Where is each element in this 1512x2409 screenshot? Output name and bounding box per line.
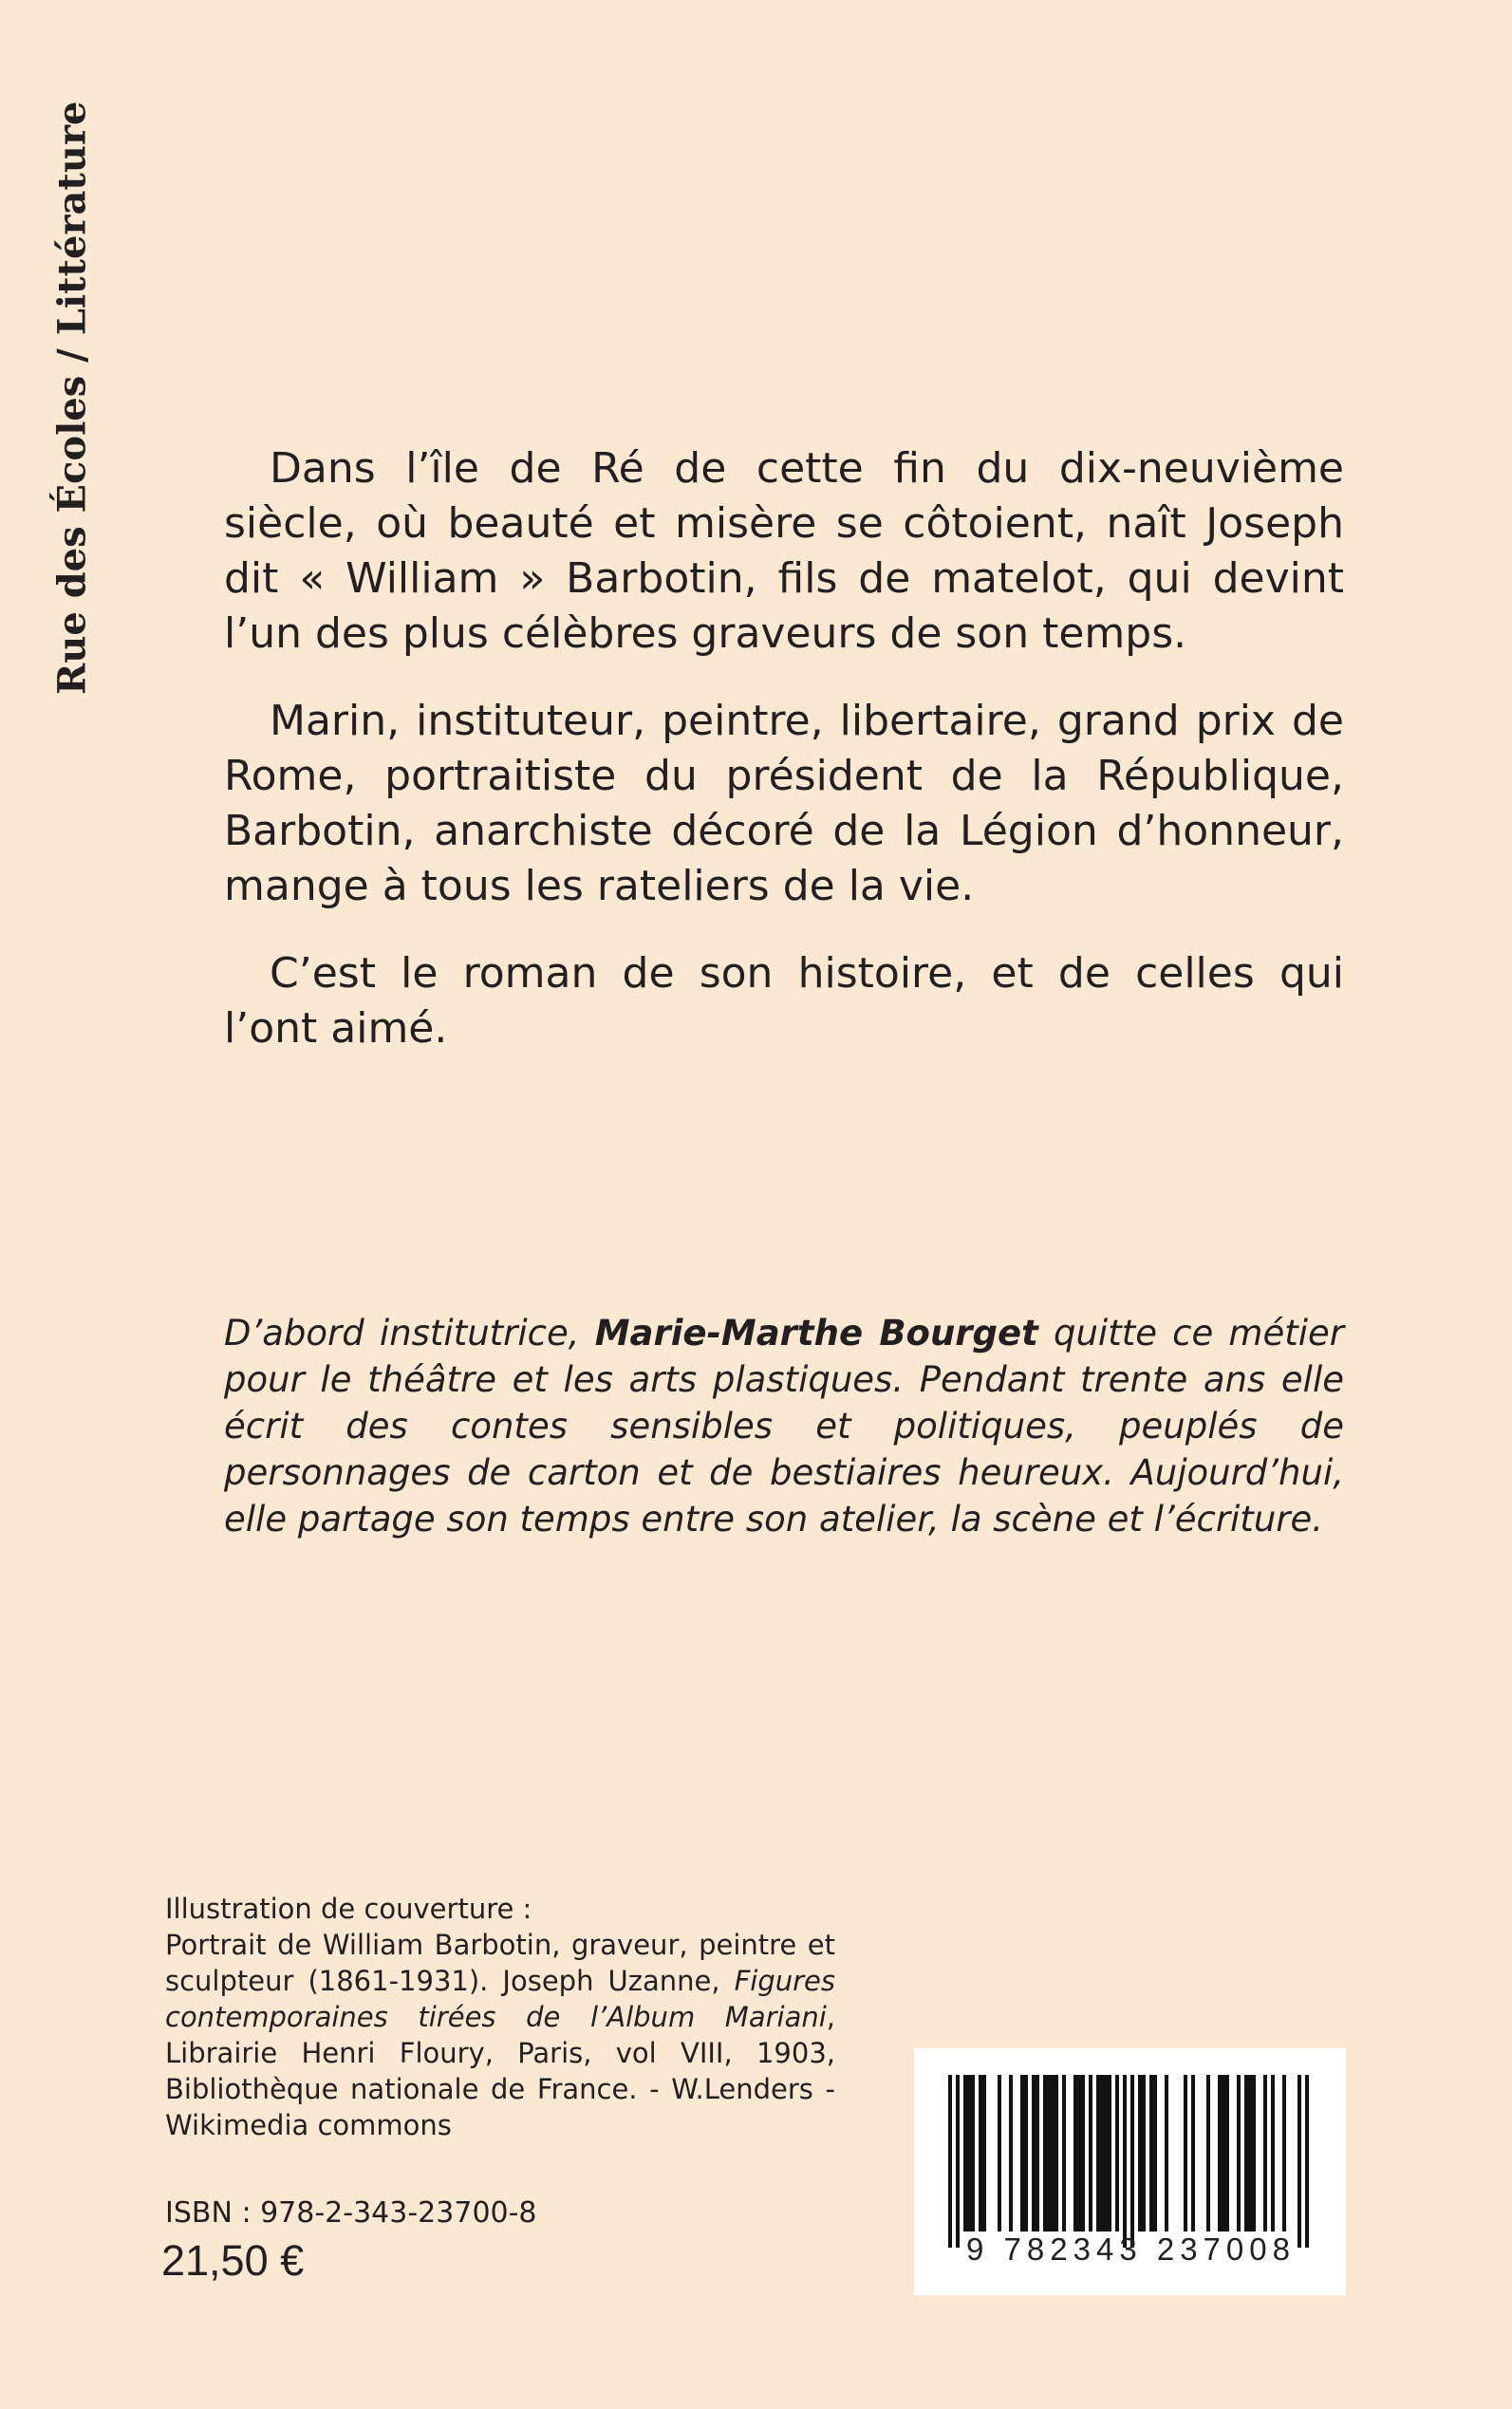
barcode-bar bbox=[1149, 2075, 1153, 2232]
barcode-bar bbox=[1020, 2075, 1024, 2232]
bio-suffix: quitte ce métier pour le théâtre et les arts plastiques. Pendant trente ans elle écrit des contes sensibles et politiques, peuplés de personnages de carton et de bestiaires heureux. Aujourd’hui, elle partage son temps entre son atelier, la scène et l’écriture. bbox=[224, 1313, 1344, 1540]
barcode-bar bbox=[1225, 2075, 1229, 2232]
bio-prefix: D’abord institutrice, bbox=[224, 1313, 595, 1354]
barcode-bar bbox=[948, 2075, 952, 2248]
blurb-paragraph: C’est le roman de son histoire, et de celles qui l’ont aimé. bbox=[224, 949, 1344, 1053]
barcode-bar bbox=[1305, 2075, 1309, 2248]
barcode-bar bbox=[1252, 2075, 1256, 2232]
barcode-bar bbox=[1009, 2075, 1013, 2232]
credits-text-after: , Librairie Henri Floury, Paris, vol VIII, 1903, Bibliothèque nationale de France. - W.Lenders - Wikimedia commons bbox=[165, 2001, 835, 2141]
barcode-bar bbox=[1142, 2075, 1146, 2232]
barcode-bar bbox=[1104, 2075, 1108, 2232]
price: 21,50 € bbox=[161, 2236, 305, 2285]
barcode-bar bbox=[1081, 2075, 1085, 2232]
barcode-bar bbox=[967, 2075, 971, 2232]
barcode-bar bbox=[1184, 2075, 1187, 2232]
barcode-bar bbox=[1073, 2075, 1077, 2232]
barcode-number: 9 782343 237008 bbox=[966, 2232, 1296, 2267]
author-name: Marie-Marthe Bourget bbox=[594, 1313, 1038, 1354]
barcode-bar bbox=[1222, 2075, 1225, 2232]
barcode-bar bbox=[1032, 2075, 1036, 2232]
barcode-bar bbox=[1024, 2075, 1028, 2232]
collection-name: Rue des Écoles / Littérature bbox=[49, 101, 95, 695]
credits-text bbox=[165, 1927, 835, 2143]
barcode-bar bbox=[1248, 2075, 1252, 2232]
spine-label bbox=[34, 101, 110, 695]
barcode-bar bbox=[1051, 2075, 1055, 2232]
cover-illustration-credits bbox=[165, 1891, 835, 2143]
barcode-bar bbox=[979, 2075, 982, 2232]
barcode bbox=[914, 2048, 1346, 2295]
barcode-bar bbox=[1191, 2075, 1195, 2232]
barcode-bar bbox=[1062, 2075, 1066, 2232]
barcode-bar bbox=[998, 2075, 1001, 2232]
barcode-bar bbox=[956, 2075, 960, 2248]
barcode-bar bbox=[1271, 2075, 1275, 2232]
barcode-bar bbox=[1297, 2075, 1301, 2248]
barcode-bar bbox=[1165, 2075, 1168, 2232]
barcode-bar bbox=[1115, 2075, 1119, 2232]
barcode-bar bbox=[982, 2075, 986, 2232]
barcode-bar bbox=[1055, 2075, 1058, 2232]
barcode-bar bbox=[1108, 2075, 1111, 2232]
barcode-bar bbox=[1036, 2075, 1039, 2232]
barcode-bar bbox=[1244, 2075, 1248, 2232]
barcode-bar bbox=[1077, 2075, 1081, 2232]
barcode-bar bbox=[1096, 2075, 1100, 2232]
barcode-bar bbox=[1089, 2075, 1092, 2232]
barcode-bar bbox=[963, 2075, 967, 2232]
barcode-bar bbox=[1123, 2075, 1127, 2248]
barcode-bar bbox=[1130, 2075, 1134, 2248]
blurb-paragraph: Dans l’île de Ré de cette fin du dix-neuvième siècle, où beauté et misère se côtoient, naît Joseph dit « William » Barbotin, fils de matelot, qui devint l’un des plus célèbres graveurs de son temps. bbox=[224, 444, 1344, 658]
barcode-bar bbox=[971, 2075, 975, 2232]
barcode-bar bbox=[1282, 2075, 1286, 2232]
barcode-bar bbox=[1138, 2075, 1142, 2232]
barcode-bar bbox=[1100, 2075, 1104, 2232]
barcode-bar bbox=[1047, 2075, 1051, 2232]
author-bio bbox=[224, 1310, 1344, 1542]
barcode-bar bbox=[1043, 2075, 1047, 2232]
credits-heading: Illustration de couverture : bbox=[165, 1893, 532, 1925]
back-cover-blurb bbox=[224, 441, 1344, 1089]
barcode-bar bbox=[1206, 2075, 1210, 2232]
barcode-bar bbox=[1218, 2075, 1222, 2232]
blurb-paragraph: Marin, instituteur, peintre, libertaire, grand prix de Rome, portraitiste du président de la République, Barbotin, anarchiste décoré de la Légion d’honneur, mange à tous les rateliers de la vie. bbox=[224, 697, 1344, 910]
barcode-bar bbox=[1263, 2075, 1267, 2232]
barcode-bar bbox=[1237, 2075, 1241, 2232]
isbn: ISBN : 978-2-343-23700-8 bbox=[165, 2196, 537, 2230]
credits-text-before: Portrait de William Barbotin, graveur, peintre et sculpteur (1861-1931). Joseph Uzanne, bbox=[165, 1929, 835, 1997]
credits-work-title: Figures contemporaines tirées de l’Album Mariani bbox=[165, 1965, 835, 2033]
barcode-bar bbox=[1153, 2075, 1157, 2232]
